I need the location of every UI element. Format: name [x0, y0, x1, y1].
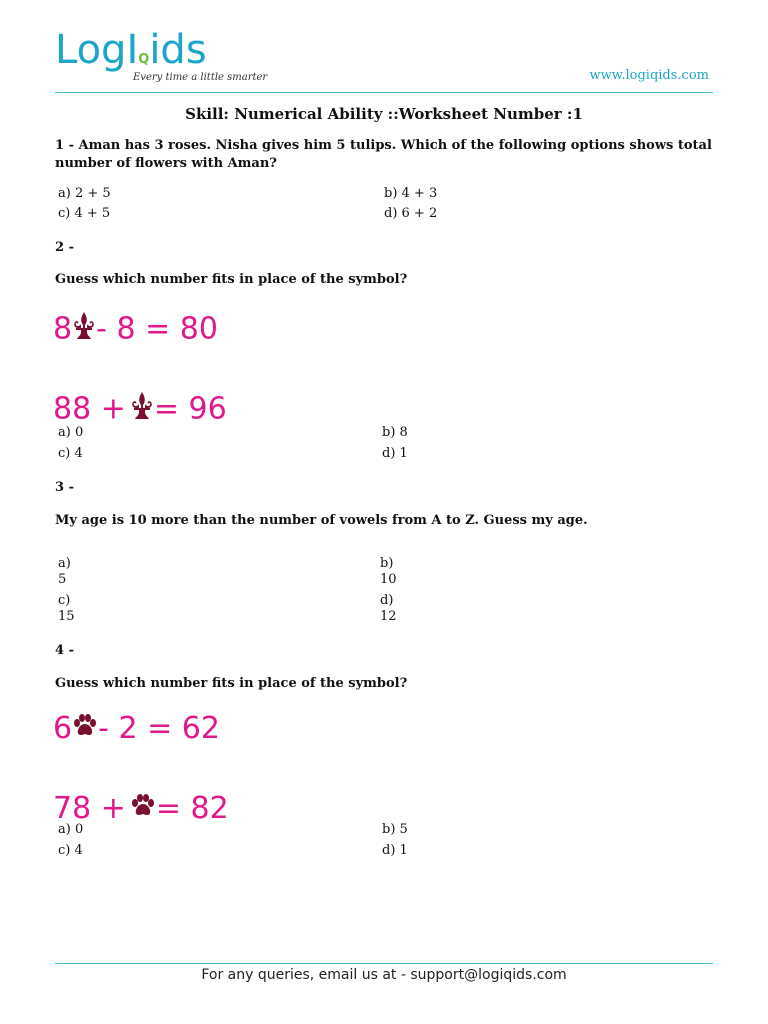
question-4-equation-1: 6 - 2 = 62 [53, 711, 220, 746]
question-3-option-c-value: 15 [58, 609, 75, 624]
logo-tagline: Every time a little smarter [133, 72, 268, 83]
question-3-option-a-label: a) [58, 556, 71, 571]
question-2-equation-1: 8 - 8 = 80 [53, 311, 218, 349]
header-divider [55, 92, 713, 93]
question-2-text: Guess which number fits in place of the symbol? [55, 272, 408, 287]
question-1-option-a: a) 2 + 5 [58, 186, 111, 201]
question-2-option-a: a) 0 [58, 425, 84, 440]
question-3-option-b-label: b) [380, 556, 394, 571]
question-3-option-b-value: 10 [380, 572, 397, 587]
question-4-equation-2: 78 + = 82 [53, 791, 229, 826]
footer-contact: For any queries, email us at - support@logiqids.com [201, 967, 567, 983]
question-4-option-a: a) 0 [58, 822, 84, 837]
footer-divider [55, 963, 713, 964]
question-2-option-d: d) 1 [382, 446, 408, 461]
question-3-option-c-label: c) [58, 593, 71, 608]
question-2-equation-2: 88 + = 96 [53, 391, 227, 429]
question-1-option-d: d) 6 + 2 [384, 206, 438, 221]
question-2-option-c: c) 4 [58, 446, 83, 461]
paw-print-icon [72, 713, 98, 747]
question-4-option-d: d) 1 [382, 843, 408, 858]
question-4-number: 4 - [55, 643, 74, 658]
question-4-option-b: b) 5 [382, 822, 408, 837]
worksheet-title: Skill: Numerical Ability ::Worksheet Number :1 [185, 105, 583, 123]
fleur-de-lis-icon [130, 391, 154, 429]
question-3-option-a-value: 5 [58, 572, 67, 587]
question-3-option-d-label: d) [380, 593, 394, 608]
site-url-link[interactable]: www.logiqids.com [589, 68, 709, 83]
question-2-number: 2 - [55, 240, 74, 255]
question-4-text: Guess which number fits in place of the symbol? [55, 676, 408, 691]
logo [55, 28, 285, 90]
logo-wordmark: LogIQids [55, 27, 207, 73]
question-2-option-b: b) 8 [382, 425, 408, 440]
question-3-number: 3 - [55, 480, 74, 495]
fleur-de-lis-icon [72, 311, 96, 349]
question-3-option-d-value: 12 [380, 609, 397, 624]
question-3-text: My age is 10 more than the number of vowels from A to Z. Guess my age. [55, 513, 588, 528]
question-4-option-c: c) 4 [58, 843, 83, 858]
question-1-option-c: c) 4 + 5 [58, 206, 111, 221]
paw-print-icon [130, 793, 156, 827]
question-1-option-b: b) 4 + 3 [384, 186, 438, 201]
question-1-text: 1 - Aman has 3 roses. Nisha gives him 5 tulips. Which of the following options shows total number of flowers with Aman? [55, 138, 712, 171]
